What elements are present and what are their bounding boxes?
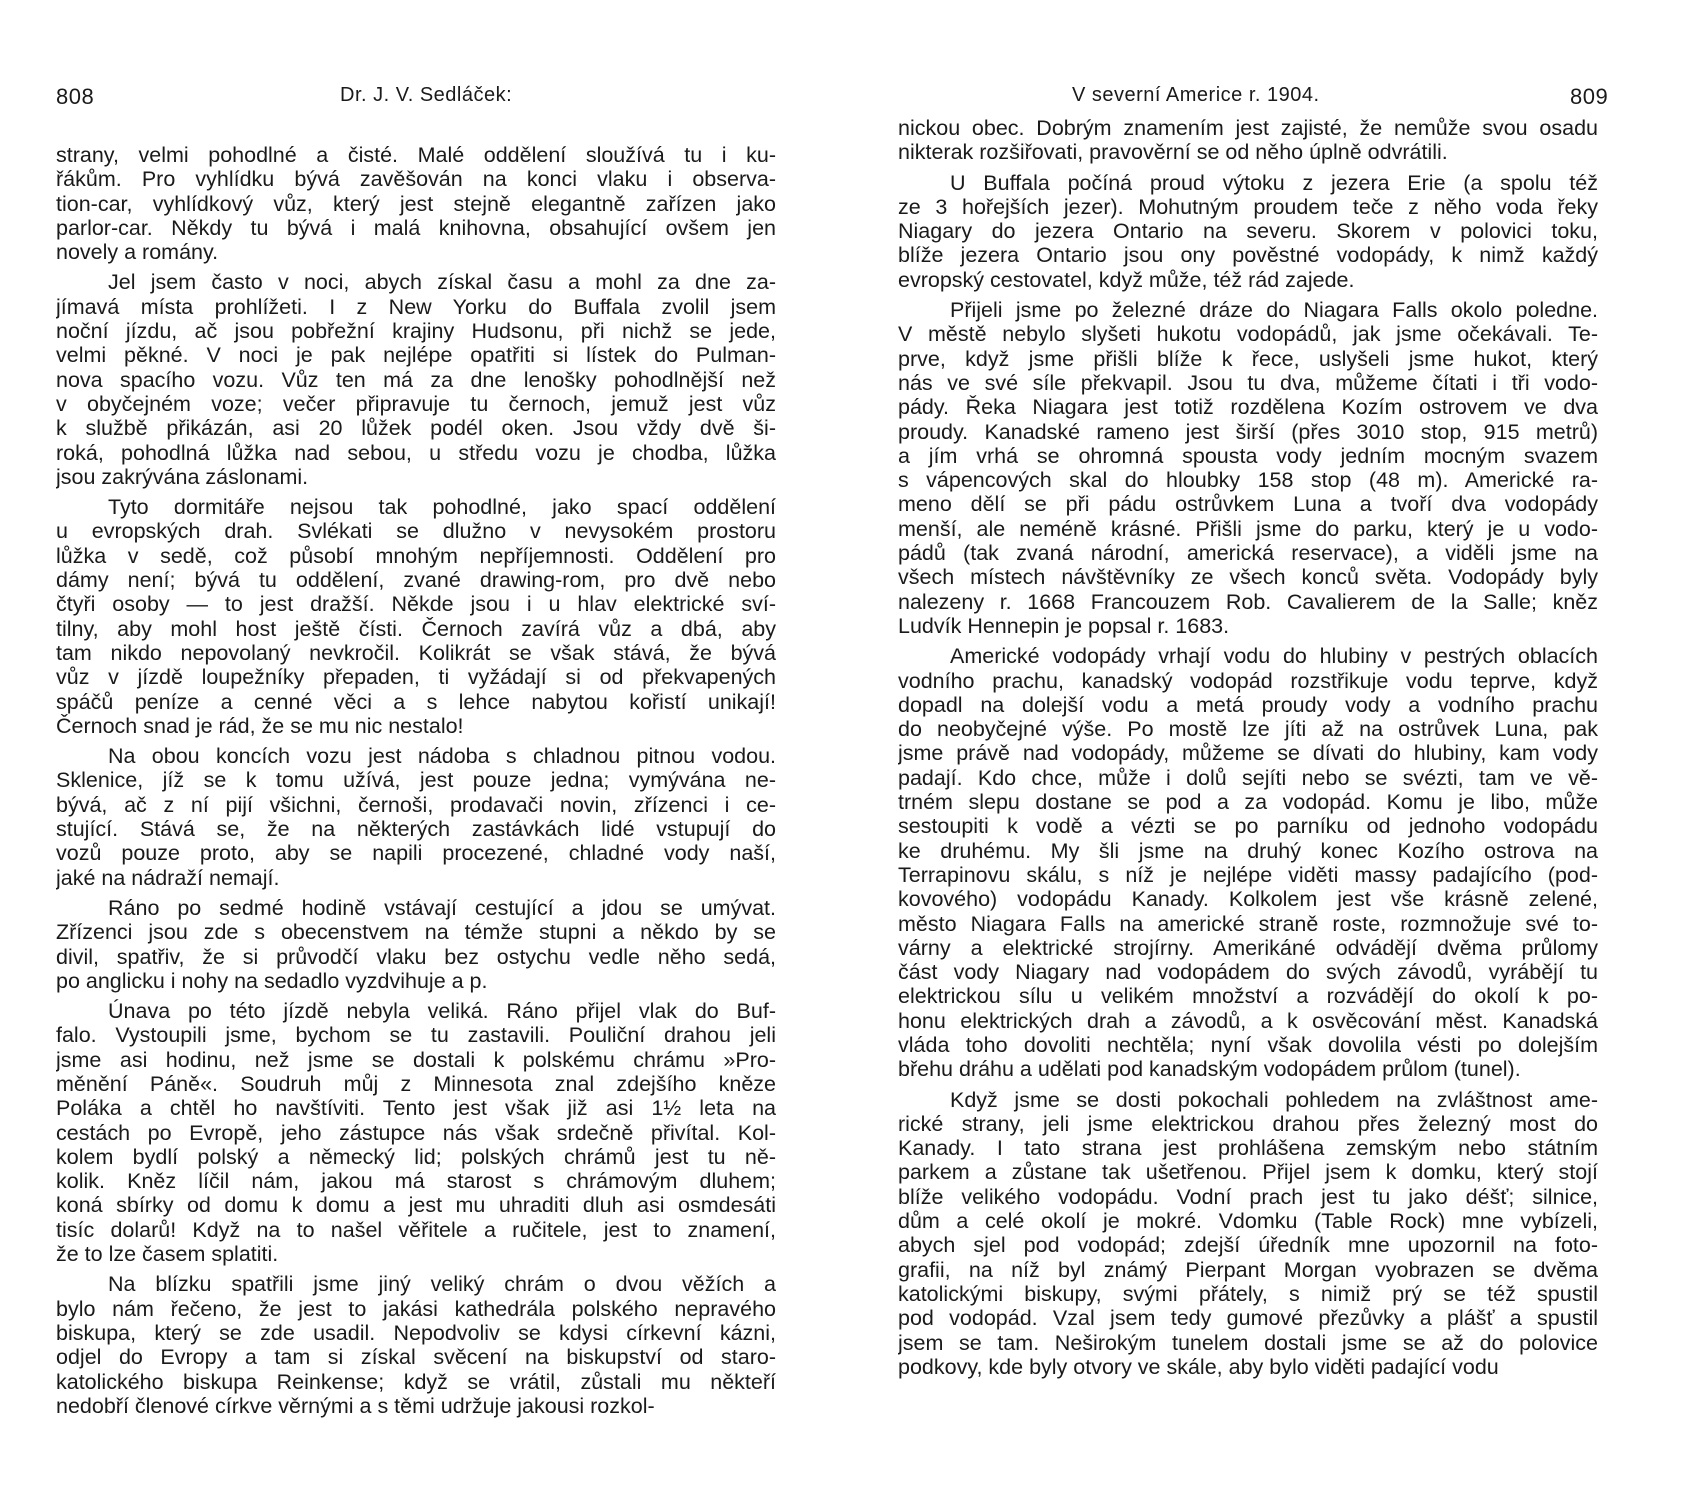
text-line: nás ve své síle překvapil. Jsou tu dva, můžeme čítati i tři vodo-	[898, 370, 1598, 395]
text-line: Únava po této jízdě nebyla veliká. Ráno přijel vlak do Buf-	[108, 999, 776, 1024]
text-line: meno dělí se při pádu ostrůvkem Luna a tvoří dva vodopády	[898, 492, 1598, 517]
paragraph	[56, 744, 776, 890]
text-line: Když jsme se dosti pokochali pohledem na zvláštnost ame-	[950, 1087, 1598, 1112]
text-line: trném slepu dostane se pod a za vodopád. Komu je libo, může	[898, 790, 1598, 815]
paragraph	[898, 1088, 1598, 1380]
right-page	[842, 0, 1684, 1500]
right-running-head: V severní Americe r. 1904.	[1072, 84, 1320, 106]
text-line: falo. Vystoupili jsme, bychom se tu zastavili. Pouliční drahou jeli	[56, 1023, 776, 1048]
text-line: evropský cestovatel, když může, též rád zajede.	[898, 267, 1355, 292]
text-line: parkem a zůstane tak ušetřenou. Přijel jsem k domku, který stojí	[898, 1160, 1598, 1185]
text-line: Niagary do jezera Ontario na severu. Skorem v polovici toku,	[898, 219, 1598, 244]
text-line: Přijeli jsme po železné dráze do Niagara Falls okolo poledne.	[950, 298, 1598, 323]
text-line: cestách po Evropě, jeho zástupce nás však srdečně přivítal. Kol-	[56, 1120, 776, 1145]
text-line: roká, pohodlná lůžka nad sebou, u středu vozu je chodba, lůžka	[56, 440, 776, 465]
paragraph	[56, 495, 776, 738]
text-line: tilny, aby mohl host ještě čísti. Černoch zavírá vůz a dbá, aby	[56, 616, 776, 641]
text-line: U Buffala počíná proud výtoku z jezera Erie (a spolu též	[950, 170, 1598, 195]
right-page-number: 809	[1570, 84, 1609, 109]
text-line: část vody Niagary nad vodopádem do svých závodů, vyrábějí tu	[898, 960, 1598, 985]
text-line: Terrapinovu skálu, s níž je nejlépe viděti massy padajícího (pod-	[898, 862, 1598, 887]
text-line: v obyčejném voze; večer připravuje tu černoch, jemuž jest vůz	[56, 391, 776, 416]
text-line: parlor-car. Někdy tu bývá i malá knihovna, obsahující ovšem jen	[56, 215, 776, 240]
text-line: dámy není; bývá tu oddělení, zvané drawing-rom, pro dvě nebo	[56, 568, 776, 593]
text-line: měnění Páně«. Soudruh můj z Minnesota znal zdejšího kněze	[56, 1071, 776, 1096]
text-line: město Niagara Falls na americké straně roste, rozmnožuje své to-	[898, 911, 1598, 936]
text-line: vozů pouze proto, aby se napili procezené, chladné vody naší,	[56, 841, 776, 866]
text-line: bylo nám řečeno, že jest to jakási kathedrála polského nepravého	[56, 1296, 776, 1321]
text-line: stující. Stává se, že na některých zastávkách lidé vstupují do	[56, 817, 776, 842]
text-line: Americké vodopády vrhají vodu do hlubiny v pestrých oblacích	[950, 644, 1598, 669]
text-line: pádů (tak zvaná národní, americká reservace), a viděli jsme na	[898, 541, 1598, 566]
text-line: do neobyčejné výše. Po mostě lze jíti až na ostrůvek Luna, pak	[898, 717, 1598, 742]
text-line: Jel jsem často v noci, abych získal času a mohl za dne za-	[108, 270, 776, 295]
text-line: po anglicku i nohy na sedadlo vyzdvihuje a p.	[56, 968, 488, 993]
text-line: katolickými biskupy, svými přátely, s nimiž prý se též spustil	[898, 1281, 1598, 1306]
text-line: vláda toho dovoliti nechtěla; nyní však dovolila vésti po dolejším	[898, 1032, 1598, 1057]
text-line: dopadl na dolejší vodu a metá proudy vody a vodního prachu	[898, 692, 1598, 717]
right-body-text	[898, 116, 1598, 1379]
paragraph	[898, 116, 1598, 165]
text-line: nikterak rozšiřovati, pravověrní se od něho úplně odvrátili.	[898, 140, 1448, 165]
left-running-head: Dr. J. V. Sedláček:	[340, 84, 513, 106]
text-line: Sklenice, jíž se k tomu užívá, jest pouze jedna; vymývána ne-	[56, 768, 776, 793]
text-line: honu elektrických drah a závodů, a k osvěcování měst. Kanadská	[898, 1008, 1598, 1033]
text-line: k službě přikázán, asi 20 lůžek podél oken. Jsou vždy dvě ši-	[56, 416, 776, 441]
text-line: proudy. Kanadské rameno jest širší (přes 3010 stop, 915 metrů)	[898, 419, 1598, 444]
text-line: nova spacího vozu. Vůz ten má za dne lenošky pohodlnější než	[56, 367, 776, 392]
text-line: s vápencových skal do hloubky 158 stop (48 m). Americké ra-	[898, 468, 1598, 493]
text-line: Zřízenci jsou zde s obecenstvem na témže stupni a někdo by se	[56, 920, 776, 945]
text-line: jaké na nádraží nemají.	[56, 865, 280, 890]
text-line: Ráno po sedmé hodině vstávají cestující a jdou se umývat.	[108, 895, 776, 920]
text-line: noční jízdu, ač jsou pobřežní krajiny Hudsonu, při nichž se jede,	[56, 319, 776, 344]
text-line: že to lze časem splatiti.	[56, 1242, 279, 1267]
text-line: jsme právě nad vodopády, můžeme se dívati do hlubiny, kam vody	[898, 741, 1598, 766]
text-line: jsem se tam. Neširokým tunelem dostali jsme se až do polovice	[898, 1330, 1598, 1355]
text-line: velmi pěkné. V noci je pak nejlépe opatřiti si lístek do Pulman-	[56, 343, 776, 368]
text-line: jímavá místa prohlížeti. I z New Yorku do Buffala zvolil jsem	[56, 294, 776, 319]
paragraph	[56, 1272, 776, 1418]
text-line: tion-car, vyhlídkový vůz, který jest stejně elegantně zařízen jako	[56, 191, 776, 216]
text-line: ke druhému. My šli jsme na druhý konec Kozího ostrova na	[898, 838, 1598, 863]
left-page-number: 808	[56, 84, 95, 109]
text-line: řákům. Pro vyhlídku bývá zavěšován na konci vlaku i observa-	[56, 167, 776, 192]
left-body-text	[56, 143, 776, 1418]
text-line: spáčů peníze a cenné věci a s lehce nabytou kořistí unikají!	[56, 689, 776, 714]
text-line: sestoupiti k vodě a vézti se po parníku od jednoho vodopádu	[898, 814, 1598, 839]
text-line: všech místech návštěvníky ze všech konců světa. Vodopády byly	[898, 565, 1598, 590]
text-line: blíže velikého vodopádu. Vodní prach jest tu jako déšť; silnice,	[898, 1184, 1598, 1209]
text-line: kovového) vodopádu Kanady. Kolkolem jest vše krásně zelené,	[898, 887, 1598, 912]
text-line: Tyto dormitáře nejsou tak pohodlné, jako spací oddělení	[108, 495, 776, 520]
text-line: tisíc dolarů! Když na to našel věřitele a ručitele, jest to znamení,	[56, 1217, 776, 1242]
text-line: koná sbírky od domu k domu a jest mu uhraditi dluh asi osmdesáti	[56, 1193, 776, 1218]
text-line: kolem bydlí polský a německý lid; polských chrámů jest tu ně-	[56, 1144, 776, 1169]
text-line: Poláka a chtěl ho navštíviti. Tento jest však již asi 1½ leta na	[56, 1096, 776, 1121]
text-line: vodního prachu, kanadský vodopád rozstřikuje vodu teprve, když	[898, 668, 1598, 693]
text-line: Na obou koncích vozu jest nádoba s chladnou pitnou vodou.	[108, 744, 776, 769]
text-line: menší, ale neméně krásné. Přišli jsme do parku, který je u vodo-	[898, 516, 1598, 541]
text-line: jsou zakrývána záslonami.	[56, 464, 309, 489]
text-line: dům a celé okolí je mokré. Vdomku (Table Rock) mne vybízeli,	[898, 1209, 1598, 1234]
text-line: nalezeny r. 1668 Francouzem Rob. Cavalierem de la Salle; kněz	[898, 589, 1598, 614]
paragraph	[898, 298, 1598, 638]
text-line: u evropských drah. Svlékati se dlužno v nevysokém prostoru	[56, 519, 776, 544]
text-line: katolického biskupa Reinkense; když se vrátil, zůstali mu někteří	[56, 1369, 776, 1394]
text-line: divil, spatřiv, že si průvodčí vlaku bez ostychu vedle něho sedá,	[56, 944, 776, 969]
text-line: Černoch snad je rád, že se mu nic nestalo!	[56, 713, 464, 738]
text-line: rické strany, jeli jsme elektrickou drahou přes železný most do	[898, 1111, 1598, 1136]
text-line: V městě nebylo slyšeti hukotu vodopádů, jak jsme očekávali. Te-	[898, 322, 1598, 347]
text-line: strany, velmi pohodlné a čisté. Malé oddělení sloužívá tu i ku-	[56, 143, 776, 167]
text-line: padají. Kdo chce, může i dolů sejíti nebo se svézti, tam ve vě-	[898, 765, 1598, 790]
text-line: várny a elektrické strojírny. Amerikáné odvádějí dvěma průlomy	[898, 935, 1598, 960]
paragraph	[56, 999, 776, 1266]
text-line: kolik. Kněz líčil nám, jakou má starost s chrámovým dluhem;	[56, 1169, 776, 1194]
text-line: biskupa, který se zde usadil. Nepodvoliv se kdysi církevní kázni,	[56, 1320, 776, 1345]
text-line: lůžka v sedě, což působí mnohým nepříjemnosti. Oddělení pro	[56, 543, 776, 568]
text-line: prve, když jsme přišli blíže k řece, uslyšeli jsme hukot, který	[898, 346, 1598, 371]
text-line: podkovy, kde byly otvory ve skále, aby bylo viděti padající vodu	[898, 1354, 1499, 1379]
paragraph	[898, 644, 1598, 1081]
text-line: odjel do Evropy a tam si získal svěcení na biskupství od staro-	[56, 1345, 776, 1370]
text-line: pod vodopád. Vzal jsem tedy gumové přezůvky a plášť a spustil	[898, 1306, 1598, 1331]
text-line: elektrickou sílu u velikém množství a rozvádějí do okolí k po-	[898, 984, 1598, 1009]
text-line: pády. Řeka Niagara jest totiž rozdělena Kozím ostrovem ve dva	[898, 395, 1598, 420]
text-line: tam nikdo nepovolaný nevkročil. Kolikrát se však stává, že bývá	[56, 640, 776, 665]
paragraph	[898, 171, 1598, 292]
text-line: novely a romány.	[56, 240, 219, 265]
text-line: ze 3 hořejších jezer). Mohutným proudem teče z něho voda řeky	[898, 194, 1598, 219]
text-line: abych sjel pod vodopád; zdejší úředník mne upozornil na foto-	[898, 1233, 1598, 1258]
paragraph	[56, 270, 776, 489]
text-line: Kanady. I tato strana jest prohlášena zemským nebo státním	[898, 1136, 1598, 1161]
text-line: nickou obec. Dobrým znamením jest zajisté, že nemůže svou osadu	[898, 116, 1598, 140]
text-line: a jím vrhá se ohromná spousta vody jedním mocným svazem	[898, 443, 1598, 468]
text-line: nedobří členové církve věrnými a s těmi udržuje jakousi rozkol-	[56, 1393, 655, 1418]
paragraph	[56, 896, 776, 993]
text-line: čtyři osoby — to jest dražší. Někde jsou i u hlav elektrické sví-	[56, 592, 776, 617]
text-line: blíže jezera Ontario jsou ony pověstné vodopády, k nimž každý	[898, 243, 1598, 268]
text-line: jsme asi hodinu, než jsme se dostali k polskému chrámu »Pro-	[56, 1047, 776, 1072]
paragraph	[56, 143, 776, 264]
text-line: břehu dráhu a udělati pod kanadským vodopádem průlom (tunel).	[898, 1057, 1521, 1082]
text-line: vůz v jízdě loupežníky přepaden, ti vyžádají si od překvapených	[56, 665, 776, 690]
text-line: Na blízku spatřili jsme jiný veliký chrám o dvou věžích a	[108, 1272, 776, 1297]
text-line: bývá, ač z ní pijí všichni, černoši, prodavači novin, zřízenci i ce-	[56, 792, 776, 817]
text-line: Ludvík Hennepin je popsal r. 1683.	[898, 613, 1230, 638]
text-line: grafii, na níž byl známý Pierpant Morgan vyobrazen se dvěma	[898, 1257, 1598, 1282]
